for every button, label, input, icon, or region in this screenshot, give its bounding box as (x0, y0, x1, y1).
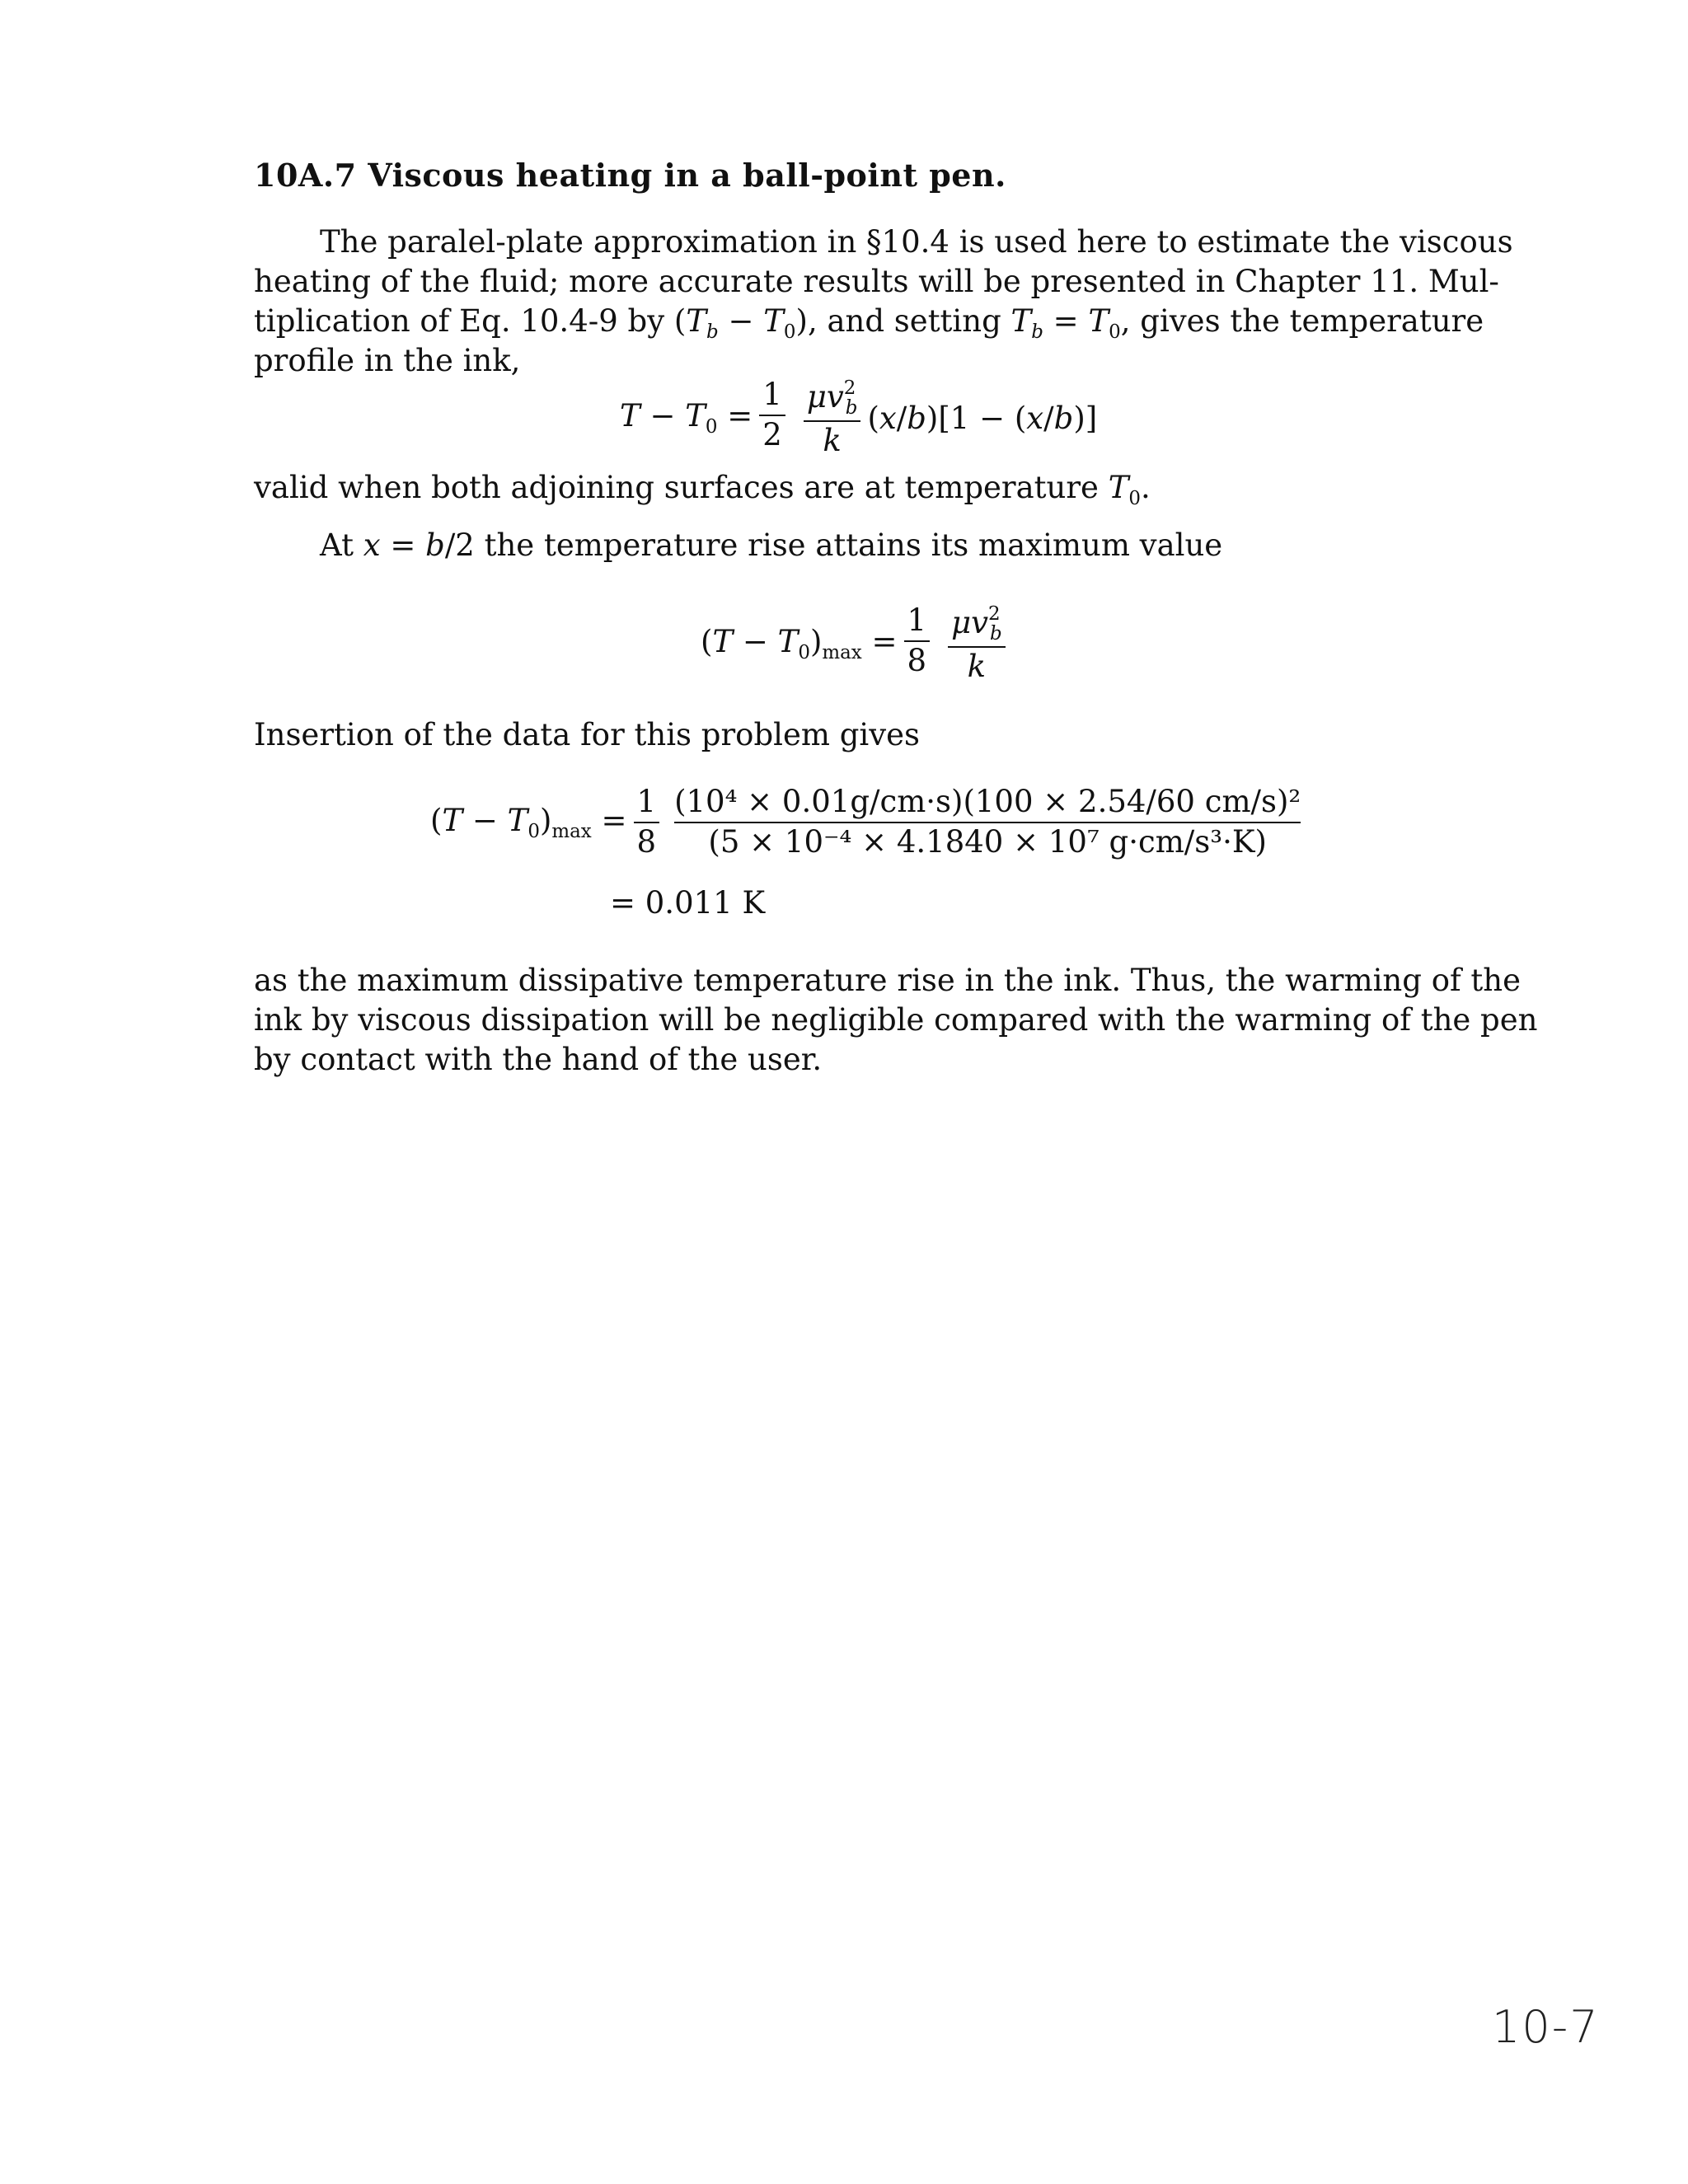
numerical-equation (430, 785, 1301, 860)
intro-line-3-mid: ), and setting (795, 303, 1001, 339)
temperature-profile-equation (620, 377, 1097, 459)
eq2-coefficient: $\frac{1}{8}$ (904, 603, 931, 685)
eq3-numerator: (10⁴ × 0.01g/cm·s)(100 × 2.54/60 cm/s)² (674, 785, 1301, 823)
eq2-fraction: $\frac{\mu v^2_b}{k}$ (948, 603, 1006, 685)
handwritten-page-number: 10-7 (1492, 2001, 1600, 2053)
section-title: 10A.7 Viscous heating in a ball-point pen. (254, 157, 1006, 194)
intro-line-3-end: , gives the temperature (1120, 303, 1484, 339)
eq2-lhs: $(T - T_0)_{max}$ = (701, 624, 898, 664)
intro-line-3-start: tiplication of Eq. 10.4-9 by ( (254, 303, 687, 339)
eq1-fraction: $\frac{\mu v^2_b}{k}$ (804, 377, 861, 459)
intro-line-3: tiplication of Eq. 10.4-9 by $(T_b - T_0)$, and setting $T_b = T_0$, gives the temperature (254, 303, 1484, 344)
maximum-sentence: At x = b/2 the temperature rise attains its maximum value (320, 527, 1223, 563)
conclusion-line-2: ink by viscous dissipation will be negligible compared with the warming of the pen (254, 1002, 1538, 1038)
conclusion-line-3: by contact with the hand of the user. (254, 1042, 823, 1077)
validity-sentence: valid when both adjoining surfaces are at temperature $T_0$. (254, 470, 1151, 510)
eq3-lhs: $(T - T_0)_{max}$ = (430, 802, 627, 842)
eq3-result: = 0.011 K (610, 885, 766, 921)
eq1-tail: (x/b)[1 − (x/b)] (867, 400, 1098, 436)
eq3-fraction (674, 785, 1301, 860)
conclusion-line-1: as the maximum dissipative temperature rise in the ink. Thus, the warming of the (254, 963, 1522, 998)
intro-line-4: profile in the ink, (254, 343, 521, 378)
eq1-lhs: $T - T_0$ = (620, 398, 753, 438)
intro-line-2: heating of the fluid; more accurate results will be presented in Chapter 11. Mul- (254, 264, 1499, 299)
maximum-rise-equation (701, 603, 1006, 685)
eq3-coefficient: $\frac{1}{8}$ (634, 785, 660, 860)
insertion-sentence: Insertion of the data for this problem gives (254, 717, 921, 752)
eq3-denominator: (5 × 10⁻⁴ × 4.1840 × 10⁷ g·cm/s³·K) (708, 823, 1267, 860)
intro-line-1: The paralel-plate approximation in §10.4 is used here to estimate the viscous (320, 224, 1513, 260)
eq1-coefficient: $\frac{1}{2}$ (759, 377, 785, 459)
